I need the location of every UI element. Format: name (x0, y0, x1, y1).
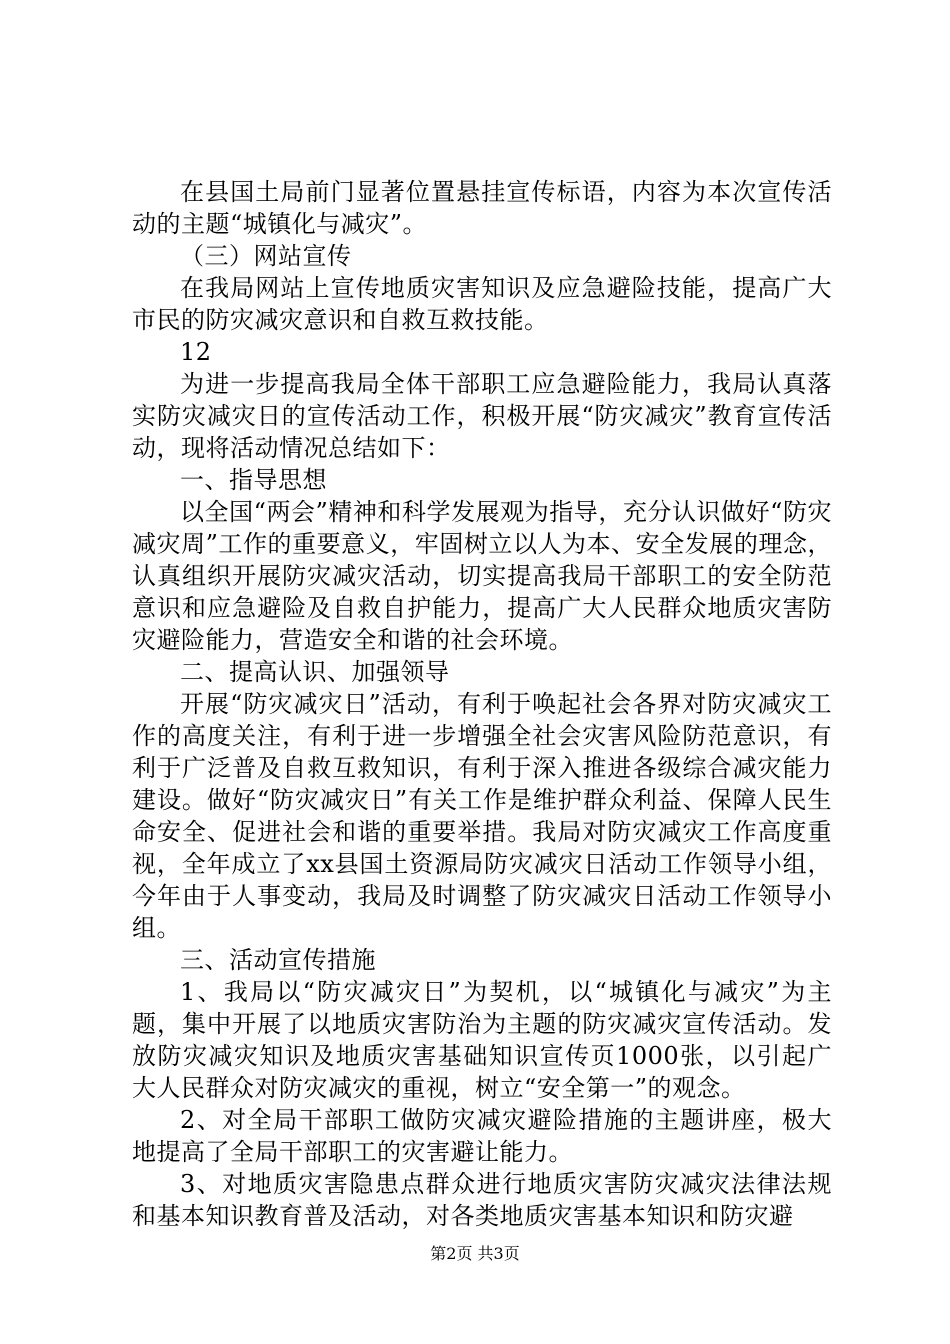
heading-website-promotion: （三）网站宣传 (180, 242, 352, 270)
document-body (132, 176, 832, 1232)
paragraph-leadership: 开展“防灾减灾日”活动，有利于唤起社会各界对防灾减灾工作的高度关注，有利于进一步增强全社会灾害风险防范意识，有利于广泛普及自救互救知识，有利于深入推进各级综合减灾能力建设。做好“防灾减灾日”有关工作是维护群众利益、保障人民生命安全、促进社会和谐的重要举措。我局对防灾减灾工作高度重视，全年成立了xx县国土资源局防灾减灾日活动工作领导小组，今年由于人事变动，我局及时调整了防灾减灾日活动工作领导小组。 (132, 690, 832, 942)
paragraph-measure-3: 3、对地质灾害隐患点群众进行地质灾害防灾减灾法律法规和基本知识教育普及活动，对各类地质灾害基本知识和防灾避 (132, 1170, 832, 1230)
page-footer: 第2页 共3页 (430, 1244, 520, 1263)
paragraph-intro: 为进一步提高我局全体干部职工应急避险能力，我局认真落实防灾减灾日的宣传活动工作，积极开展“防灾减灾”教育宣传活动，现将活动情况总结如下： (132, 370, 832, 462)
heading-guiding-ideology: 一、指导思想 (180, 466, 327, 494)
heading-leadership: 二、提高认识、加强领导 (180, 658, 450, 686)
paragraph-slogan: 在县国土局前门显著位置悬挂宣传标语，内容为本次宣传活动的主题“城镇化与减灾”。 (132, 178, 832, 238)
paragraph-website: 在我局网站上宣传地质灾害知识及应急避险技能，提高广大市民的防灾减灾意识和自救互救技能。 (132, 274, 832, 334)
paragraph-measure-2: 2、对全局干部职工做防灾减灾避险措施的主题讲座，极大地提高了全局干部职工的灾害避让能力。 (132, 1106, 832, 1166)
paragraph-number: 12 (180, 338, 212, 366)
heading-measures: 三、活动宣传措施 (180, 946, 376, 974)
paragraph-guiding-ideology: 以全国“两会”精神和科学发展观为指导，充分认识做好“防灾减灾周”工作的重要意义，牢固树立以人为本、安全发展的理念，认真组织开展防灾减灾活动，切实提高我局干部职工的安全防范意识和应急避险及自救自护能力，提高广大人民群众地质灾害防灾避险能力，营造安全和谐的社会环境。 (132, 498, 832, 654)
paragraph-measure-1: 1、我局以“防灾减灾日”为契机，以“城镇化与减灾”为主题，集中开展了以地质灾害防治为主题的防灾减灾宣传活动。发放防灾减灾知识及地质灾害基础知识宣传页1000张，以引起广大人民群众对防灾减灾的重视，树立“安全第一”的观念。 (132, 978, 832, 1102)
